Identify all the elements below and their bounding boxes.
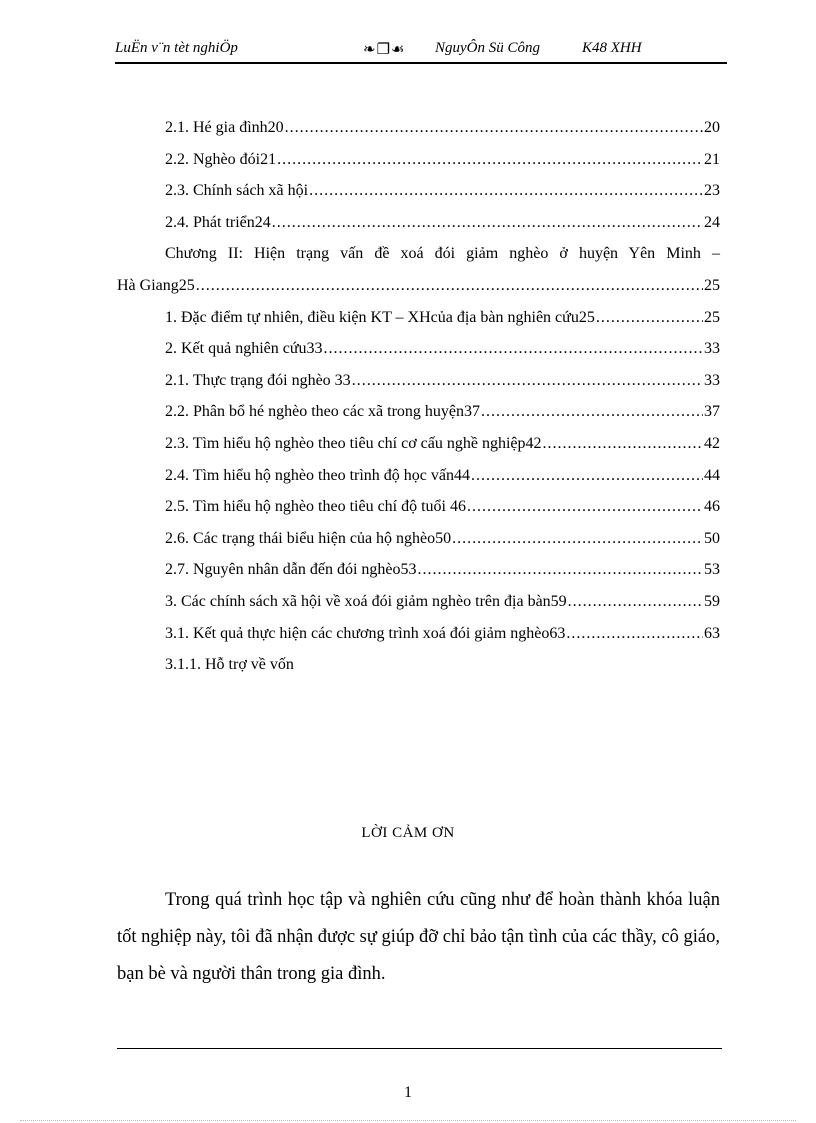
- toc-entry-title: 2.4. Phát triển24: [165, 213, 271, 231]
- toc-entry-title: 2.2. Phân bổ hé nghèo theo các xã trong huyện37: [165, 403, 481, 421]
- toc-entry[interactable]: [117, 554, 720, 586]
- table-of-contents: [117, 112, 720, 681]
- toc-entry-page: 25: [704, 308, 720, 326]
- toc-entry[interactable]: [117, 333, 720, 365]
- toc-entry-title: 2.4. Tìm hiểu hộ nghèo theo trình độ học vấn44: [165, 466, 470, 484]
- toc-leader: [568, 586, 703, 618]
- toc-entry-title: 2.5. Tìm hiểu hộ nghèo theo tiêu chí độ tuổi 46: [165, 498, 466, 516]
- toc-entry[interactable]: [117, 460, 720, 492]
- toc-leader: [452, 523, 703, 555]
- page-number: 1: [404, 1084, 412, 1101]
- toc-leader: [596, 302, 703, 334]
- toc-entry-page: 23: [704, 182, 720, 200]
- toc-entry[interactable]: [117, 365, 720, 397]
- toc-leader: [418, 554, 703, 586]
- toc-entry-page: 25: [704, 276, 720, 294]
- toc-entry-page: 42: [704, 434, 720, 452]
- toc-leader: [467, 491, 703, 523]
- toc-entry[interactable]: [117, 586, 720, 618]
- toc-entry[interactable]: [117, 396, 720, 428]
- toc-entry[interactable]: [117, 523, 720, 555]
- toc-leader: [196, 270, 703, 302]
- toc-leader: [481, 396, 703, 428]
- toc-entry[interactable]: [117, 649, 720, 681]
- toc-entry[interactable]: [117, 207, 720, 239]
- toc-entry-title: 2.1. Hé gia đình20: [165, 119, 284, 136]
- footer-divider: [117, 1048, 722, 1049]
- toc-entry-title: 2. Kết quả nghiên cứu33: [165, 340, 323, 358]
- toc-entry-title: 2.1. Thực trạng đói nghèo 33: [165, 371, 351, 389]
- toc-leader: [277, 144, 703, 176]
- page-edge-divider: [20, 1120, 796, 1121]
- toc-entry-title: 3. Các chính sách xã hội về xoá đói giảm nghèo trên địa bàn59: [165, 592, 567, 610]
- toc-entry[interactable]: [117, 428, 720, 460]
- toc-entry-page: 33: [704, 371, 720, 389]
- toc-entry-page: 24: [704, 213, 720, 231]
- toc-entry-title: 2.2. Nghèo đói21: [165, 150, 277, 168]
- header-thesis-label: LuËn v¨n tèt nghiÖp: [115, 40, 238, 56]
- toc-entry-title: Hà Giang25: [117, 276, 195, 294]
- header-author: NguyÔn Sü Công: [435, 40, 540, 56]
- toc-entry-title: 2.3. Tìm hiểu hộ nghèo theo tiêu chí cơ cấu nghề nghiệp42: [165, 434, 542, 452]
- toc-chapter-title-line1[interactable]: Chương II: Hiện trạng vấn đề xoá đói giảm nghèo ở huyện Yên Minh –: [165, 245, 720, 263]
- toc-entry[interactable]: [117, 112, 720, 144]
- toc-entry[interactable]: [117, 618, 720, 650]
- toc-entry-page: 63: [704, 624, 720, 642]
- toc-entry-page: 44: [704, 466, 720, 484]
- toc-entry-page: 53: [704, 561, 720, 579]
- toc-entry-page: 33: [704, 340, 720, 358]
- header-ornament-icon: ❧❐☙: [363, 42, 406, 58]
- toc-leader: [309, 175, 703, 207]
- toc-entry-title: 1. Đặc điểm tự nhiên, điều kiện KT – XHcủa địa bàn nghiên cứu25: [165, 308, 595, 326]
- toc-entry-page: 59: [704, 592, 720, 610]
- toc-entry-title: 2.7. Nguyên nhân dẫn đến đói nghèo53: [165, 561, 417, 579]
- running-header: [115, 38, 727, 64]
- toc-entry-title: 2.6. Các trạng thái biểu hiện của hộ nghèo50: [165, 529, 452, 547]
- toc-entry-title: 2.3. Chính sách xã hội: [165, 182, 309, 200]
- toc-entry[interactable]: [117, 144, 720, 176]
- toc-leader: [566, 618, 703, 650]
- toc-leader: [324, 333, 703, 365]
- toc-leader: [543, 428, 703, 460]
- toc-entry[interactable]: [117, 491, 720, 523]
- toc-entry[interactable]: [117, 302, 720, 334]
- toc-entry-title: 3.1. Kết quả thực hiện các chương trình xoá đói giảm nghèo63: [165, 624, 566, 642]
- toc-entry-page: 21: [704, 150, 720, 168]
- toc-leader: [272, 207, 703, 239]
- toc-leader: [285, 112, 703, 144]
- toc-leader: [352, 365, 703, 397]
- toc-leader: [471, 460, 703, 492]
- toc-entry[interactable]: [117, 270, 720, 302]
- toc-entry-page: 37: [704, 403, 720, 421]
- toc-entry-page: 20: [704, 119, 720, 136]
- toc-entry-page: 50: [704, 529, 720, 547]
- toc-entry[interactable]: [117, 175, 720, 207]
- section-title: LỜI CẢM ƠN: [361, 825, 455, 841]
- toc-entry-page: 46: [704, 498, 720, 516]
- body-paragraph: Trong quá trình học tập và nghiên cứu cũng như để hoàn thành khóa luận tốt nghiệp này, tôi đã nhận được sự giúp đỡ chỉ bảo tận tình của các thầy, cô giáo, bạn bè và người thân trong gia đình.: [117, 890, 720, 984]
- toc-entry-title: 3.1.1. Hỗ trợ về vốn: [165, 656, 294, 674]
- header-class: K48 XHH: [582, 40, 642, 56]
